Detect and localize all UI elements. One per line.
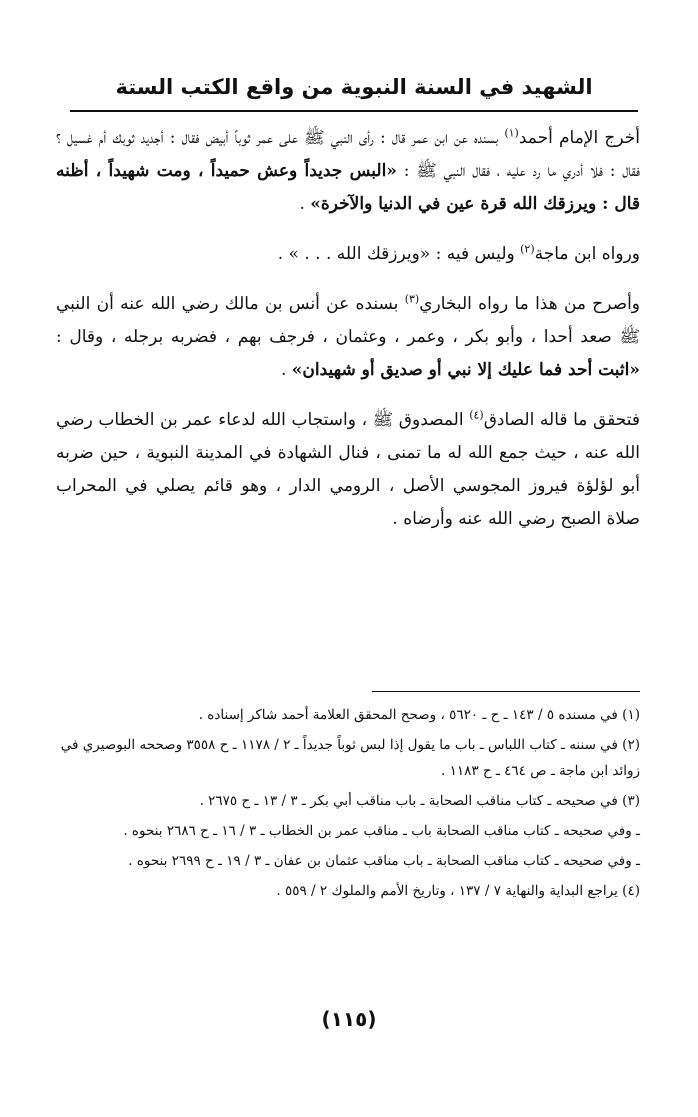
footnote-ref-4: (٤) [469, 408, 484, 422]
paragraph-1-text-b: بسنده عن ابن عمر قال : رأى النبي ﷺ على عمر ثوباً أبيض فقال : أجديد ثوبك أم غسيل ؟ فقال : فلا أدري ما رد عليه ، فقال النبي ﷺ : [56, 128, 640, 181]
paragraph-4 [56, 404, 640, 536]
paragraph-3-text-a: وأصرح من هذا ما رواه البخاري [419, 294, 640, 314]
footnote-3-continuation-b: ـ وفي صحيحه ـ كتاب مناقب الصحابة ـ باب مناقب عثمان بن عفان ـ ٣ / ١٩ ـ ح ٢٦٩٩ بنحوه . [128, 853, 640, 869]
paragraph-4-text-a: فتحقق ما قاله الصادق [483, 410, 640, 430]
footnote-ref-2: (٢) [520, 242, 535, 256]
footnotes [56, 702, 640, 908]
paragraph-4-text-b: المصدوق ﷺ ، واستجاب الله لدعاء عمر بن الخطاب رضي الله عنه ، حيث جمع الله له ما تمنى ، فنال الشهادة في المدينة النبوية ، حين ضربه أبو لؤلؤة فيروز المجوسي الأصل ، الرومي الدار ، وهو قائم يصلي في المحراب صلاة الصبح رضي الله عنه وأرضاه . [56, 410, 640, 529]
paragraph-2-text-a: ورواه ابن ماجة [534, 244, 640, 264]
footnote-separator [372, 691, 640, 692]
page-number: (١١٥) [321, 1007, 377, 1031]
footnote-2: (٢) في سننه ـ كتاب اللباس ـ باب ما يقول إذا لبس ثوباً جديداً ـ ٢ / ١١٧٨ ـ ح ٣٥٥٨ وصححه البوصيري في زوائد ابن ماجة ـ ص ٤٦٤ ـ ح ١١٨٣ . [60, 737, 640, 779]
page-header-title: الشهيد في السنة النبوية من واقع الكتب الستة [115, 75, 593, 99]
paragraph-1-text-a: أخرج الإمام أحمد [518, 128, 640, 148]
footnote-ref-1: (١) [504, 126, 519, 140]
paragraph-1 [56, 122, 640, 221]
paragraph-3 [56, 288, 640, 387]
header-rule [70, 110, 638, 112]
footnote-1: (١) في مسنده ٥ / ١٤٣ ـ ح ـ ٥٦٢٠ ، وصحح المحقق العلامة أحمد شاكر إسناده . [198, 707, 640, 723]
footnote-3: (٣) في صحيحه ـ كتاب مناقب الصحابة ـ باب مناقب أبي بكر ـ ٣ / ١٣ ـ ح ٢٦٧٥ . [199, 793, 640, 809]
paragraph-3-text-b: بسنده عن أنس بن مالك رضي الله عنه أن النبي ﷺ صعد أحدا ، وأبو بكر ، وعمر ، وعثمان ، فرجف بهم ، فضربه برجله ، وقال : [56, 294, 640, 347]
footnote-3-continuation-a: ـ وفي صحيحه ـ كتاب مناقب الصحابة باب ـ مناقب عمر بن الخطاب ـ ٣ / ١٦ ـ ح ٢٦٨٦ بنحوه . [123, 823, 640, 839]
footnote-ref-3: (٣) [404, 292, 420, 306]
hadith-quote-1: «البس جديداً وعش حميداً ، ومت شهيداً ، أظنه قال : ويرزقك الله قرة عين في الدنيا والآخرة» [56, 161, 640, 214]
hadith-quote-2: «اثبت أحد فما عليك إلا نبي أو صديق أو شهيدان» [291, 360, 640, 380]
paragraph-3-text-c: . [280, 360, 292, 380]
main-text [56, 122, 640, 553]
paragraph-1-text-c: . [299, 194, 311, 214]
paragraph-2-text-b: وليس فيه : «ويرزقك الله . . . » . [277, 244, 521, 264]
paragraph-2 [56, 238, 640, 271]
footnote-4: (٤) يراجع البداية والنهاية ٧ / ١٣٧ ، وتاريخ الأمم والملوك ٢ / ٥٥٩ . [276, 883, 640, 899]
